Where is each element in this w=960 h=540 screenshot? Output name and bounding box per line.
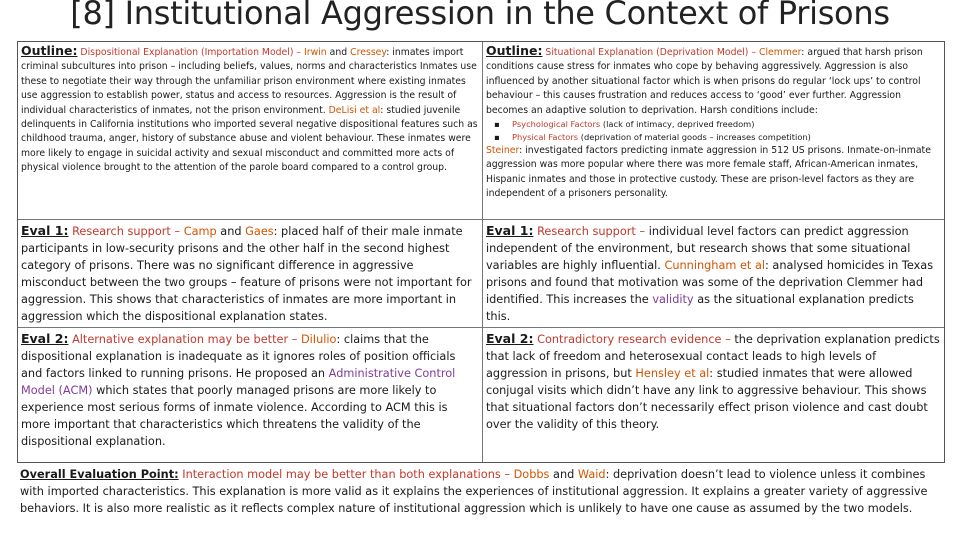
factor-detail: (lack of intimacy, deprived freedom) [600, 119, 755, 130]
researcher-name: Cunningham et al [664, 259, 765, 272]
dispositional-outline-cell [18, 42, 483, 220]
cell-heading: Eval 1: [21, 223, 69, 238]
eval1-left-cell [18, 220, 483, 328]
cell-subheading: Contradictory research evidence – [537, 333, 731, 346]
key-term: validity [652, 293, 694, 306]
list-item [486, 118, 941, 131]
researcher-name: DiIulio [300, 333, 337, 346]
factor-name: Physical Factors [512, 132, 579, 143]
body-text: which states that poorly managed prisons are more likely to experience most serious forms of inmate violence. According to ACM this is more important that characteristics which threatens the validity of the dispositional explanation. [21, 384, 448, 448]
overall-subheading: Interaction model may be better than both explanations – [182, 468, 511, 481]
content-grid [17, 41, 945, 463]
body-text: : argued that harsh prison conditions cause stress for inmates who cope by behaving aggressively. Aggression is also influenced by another situational factor which is when prisons do regular ‘lock ups’ to control behaviour – this causes frustration and reduces access to ‘good’ ever further. Aggression becomes an adaptive solution to deprivation. Harsh conditions include: [486, 47, 923, 116]
body-text: : studied inmates that were allowed conjugal visits which didn’t have any link to aggressive behaviour. This shows that situational factors don’t necessarily effect prison violence and cast doubt over the validity of this theory. [486, 367, 928, 431]
cell-subheading: Research support – [537, 225, 646, 238]
bullet-icon: ▪ [494, 119, 500, 130]
body-text: import criminal subcultures into prison – including beliefs, values, norms and characteristics Inmates use these to negotiate their way through the unfamiliar prison environment where existing inmates use aggression to establish power, status and access to resources. Aggression is the result of individual characteristics of inmates, not the prison environment. [21, 47, 477, 116]
researcher-name: Gaes [245, 225, 274, 238]
key-term: Administrative Control Model (ACM) [21, 367, 456, 397]
cell-subheading: Research support – [72, 225, 181, 238]
eval1-right-cell [483, 220, 944, 328]
situational-outline-cell [483, 42, 944, 220]
factor-detail: (deprivation of material goods – increases competition) [578, 132, 811, 143]
researcher-name: Cressey [350, 47, 387, 58]
body-text: : analysed homicides in Texas prisons and found that motivation was some of the deprivation Clemmer had identified. This increases the [486, 259, 934, 306]
body-text: individual level factors can predict aggression independent of the environment, but research shows that some situational variables are highly influential. [486, 225, 911, 272]
connector-text: and [553, 468, 575, 481]
researcher-name: Steiner [486, 145, 520, 157]
connector-text: and [220, 225, 242, 238]
body-text: the deprivation explanation predicts that lack of freedom and heterosexual contact leads to high levels of aggression in prisons, but [486, 333, 940, 380]
body-text: : studied juvenile delinquents in California institutions who imported several negative dispositional features such as childhood trauma, anger, history of substance abuse and violent behaviour. These inmates were more likely to engage in suicidal activity and sexual misconduct and committed more acts of physical violence brought to the attention of the parole board compared to a control group. [21, 104, 478, 174]
researcher-name: DeLisi et al [328, 104, 381, 116]
cell-subheading: Situational Explanation (Deprivation Model) – [545, 47, 757, 58]
eval2-left-cell [18, 328, 483, 462]
eval2-right-cell [483, 328, 944, 462]
researcher-name: Clemmer [758, 47, 802, 58]
cell-heading: Eval 2: [486, 331, 534, 346]
body-text: : inmates [386, 47, 430, 58]
cell-subheading: Alternative explanation may be better – [72, 333, 298, 346]
cell-heading: Eval 2: [21, 331, 69, 346]
cell-subheading: Dispositional Explanation (Importation Model) – [80, 47, 302, 58]
body-text: : claims that the dispositional explanation is inadequate as it ignores roles of position officials and factors linked to running prisons. He proposed an [21, 333, 456, 380]
overall-evaluation [20, 466, 944, 518]
researcher-name: Waid [577, 468, 606, 481]
connector-text: and [329, 47, 348, 58]
bullet-icon: ▪ [494, 132, 500, 143]
page-title: [8] Institutional Aggression in the Context of Prisons [70, 0, 890, 32]
overall-heading: Overall Evaluation Point: [20, 468, 179, 481]
cell-heading: Outline: [486, 43, 543, 58]
body-text: : investigated factors predicting inmate aggression in 512 US prisons. Inmate-on-inmate aggression was more popular where there was more female staff, African-American inmates, Hispanic inmates and those in protective custody. These are prison-level factors as they are independent of a prisoners personality. [486, 145, 931, 200]
body-text: : placed half of their male inmate participants in low-security prisons and the other half in the second highest category of prisons. There was no significant difference in aggressive misconduct between the two groups – feature of prisons were not important for aggression. This shows that characteristics of inmates are more important in aggression which the dispositional explanation states. [21, 225, 472, 323]
researcher-name: Irwin [304, 47, 327, 58]
researcher-name: Camp [183, 225, 217, 238]
list-item [486, 131, 941, 144]
researcher-name: Hensley et al [635, 367, 710, 380]
researcher-name: Dobbs [513, 468, 550, 481]
cell-heading: Eval 1: [486, 223, 534, 238]
body-text: as the situational explanation predicts this. [486, 293, 914, 323]
body-text: : deprivation doesn’t lead to violence unless it combines with imported characteristics. This explanation is more valid as it explains the experiences of institutional aggression. It explains a greater variety of aggressive behaviors. It is also more realistic as it reflects complex nature of institutional aggression which is unlikely to have one cause as assumed by the two models. [20, 468, 928, 516]
cell-heading: Outline: [21, 43, 78, 58]
factor-name: Psychological Factors [512, 119, 601, 130]
